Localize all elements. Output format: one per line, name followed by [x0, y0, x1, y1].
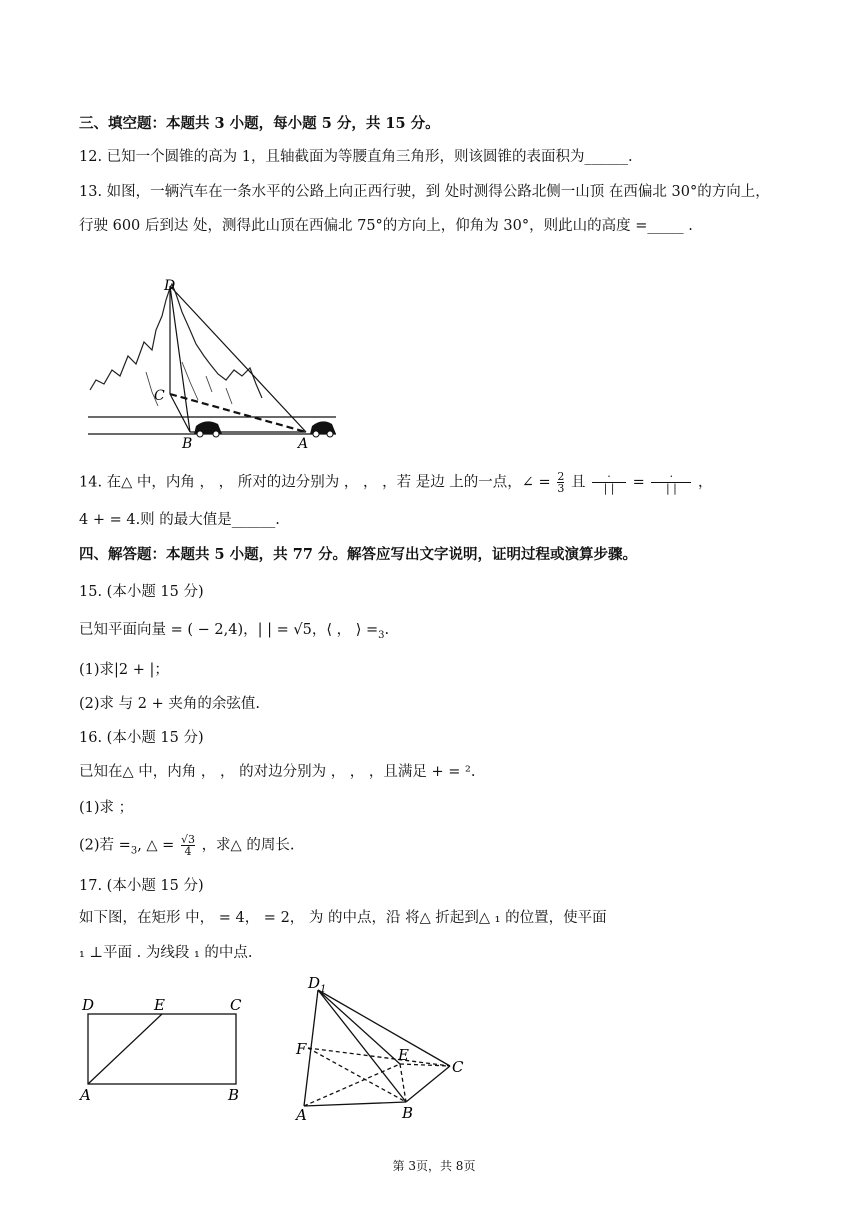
pyr-label-A: A	[296, 1106, 307, 1124]
q14-text-a: 14. 在△ 中，内角 ， ， 所对的边分别为 ， ， ，若 是边 上的一点，∠ =	[79, 474, 551, 491]
question-15-part-1: (1)求|2 + |；	[79, 662, 169, 678]
rect-label-C: C	[230, 996, 242, 1014]
q16-p2-sub: 3	[130, 845, 138, 857]
q14-vector-frac-2	[651, 471, 691, 494]
question-14-line-1	[79, 471, 713, 494]
question-16-condition: 已知在△ 中，内角 ， ， 的对边分别为 ， ， ，且满足 + = ².	[79, 764, 476, 780]
q14-frac-den: 3	[557, 482, 565, 495]
q15-cond-sub: 3	[378, 629, 385, 641]
q14-vec2-den: | |	[651, 482, 691, 494]
question-15-head: 15. (本小题 15 分)	[79, 584, 204, 600]
question-14-line-2: 4 + = 4.则 的最大值是______.	[79, 512, 280, 528]
q15-cond-text: 已知平面向量 = ( − 2,4)，| | = √5，⟨ ， ⟩ =	[79, 622, 379, 638]
section-4-heading: 四、解答题：本题共 5 小题，共 77 分。解答应写出文字说明，证明过程或演算步骤。	[79, 546, 637, 563]
q14-vec1-den: | |	[592, 482, 626, 494]
q16-frac-den: 4	[181, 845, 195, 857]
point-label-D: D	[164, 278, 176, 294]
q16-p2-b: , △ =	[137, 837, 175, 854]
q14-fraction	[557, 471, 564, 494]
question-17-line-1: 如下图，在矩形 中， = 4， = 2， 为 的中点，沿 将△ 折起到△ ₁ 的位置，使平面	[79, 910, 607, 926]
question-16-part-2	[79, 834, 294, 861]
page-footer: 第 3页，共 8页	[392, 1159, 476, 1173]
q14-text-c: =	[632, 474, 645, 491]
q16-fraction	[181, 834, 195, 857]
rectangle-figure	[78, 990, 258, 1105]
pyr-label-E: E	[398, 1046, 409, 1064]
q16-p2-c: ，求△ 的周长.	[201, 837, 295, 854]
pyramid-figure	[292, 972, 472, 1127]
question-12: 12. 已知一个圆锥的高为 1，且轴截面为等腰直角三角形，则该圆锥的表面积为______.	[79, 149, 633, 165]
pyr-label-F: F	[296, 1040, 307, 1058]
question-16-part-1: (1)求 ；	[79, 800, 134, 816]
pyr-label-B: B	[402, 1104, 414, 1122]
point-label-A: A	[298, 436, 309, 452]
rect-label-E: E	[154, 996, 165, 1014]
point-label-B: B	[182, 436, 193, 452]
pyr-label-C: C	[452, 1058, 464, 1076]
rect-label-A: A	[80, 1086, 91, 1104]
question-16-head: 16. (本小题 15 分)	[79, 730, 204, 746]
q14-frac-num: 2	[557, 470, 565, 483]
question-17-head: 17. (本小题 15 分)	[79, 878, 204, 894]
pyr-label-D1-sub: 1	[320, 984, 327, 995]
q15-cond-end: .	[384, 622, 390, 638]
question-13-line-2: 行驶 600 后到达 处，测得此山顶在西偏北 75°的方向上，仰角为 30°，则此山的高度 =_____ .	[79, 218, 693, 234]
pyr-label-D1: D	[308, 974, 321, 992]
question-17-line-2: ₁ ⊥平面 . 为线段 ₁ 的中点.	[79, 945, 253, 961]
point-label-C: C	[154, 388, 165, 404]
q16-frac-num: √3	[180, 833, 195, 846]
q14-vec1-num: ·	[607, 470, 611, 483]
q14-vector-frac-1	[592, 471, 626, 494]
q16-p2-a: (2)若 =	[79, 837, 131, 854]
question-15-condition	[79, 620, 389, 646]
q14-text-b: 且	[570, 474, 586, 491]
rect-label-B: B	[228, 1086, 240, 1104]
mountain-figure	[86, 272, 338, 454]
question-15-part-2: (2)求 与 2 + 夹角的余弦值.	[79, 696, 260, 712]
section-3-heading: 三、填空题：本题共 3 小题，每小题 5 分，共 15 分。	[79, 115, 440, 132]
q14-text-d: ，	[698, 474, 713, 491]
question-13-line-1: 13. 如图，一辆汽车在一条水平的公路上向正西行驶，到 处时测得公路北侧一山顶 在西偏北 30°的方向上，	[79, 184, 770, 200]
q14-vec2-num: ·	[669, 470, 674, 483]
rect-label-D: D	[82, 996, 95, 1014]
